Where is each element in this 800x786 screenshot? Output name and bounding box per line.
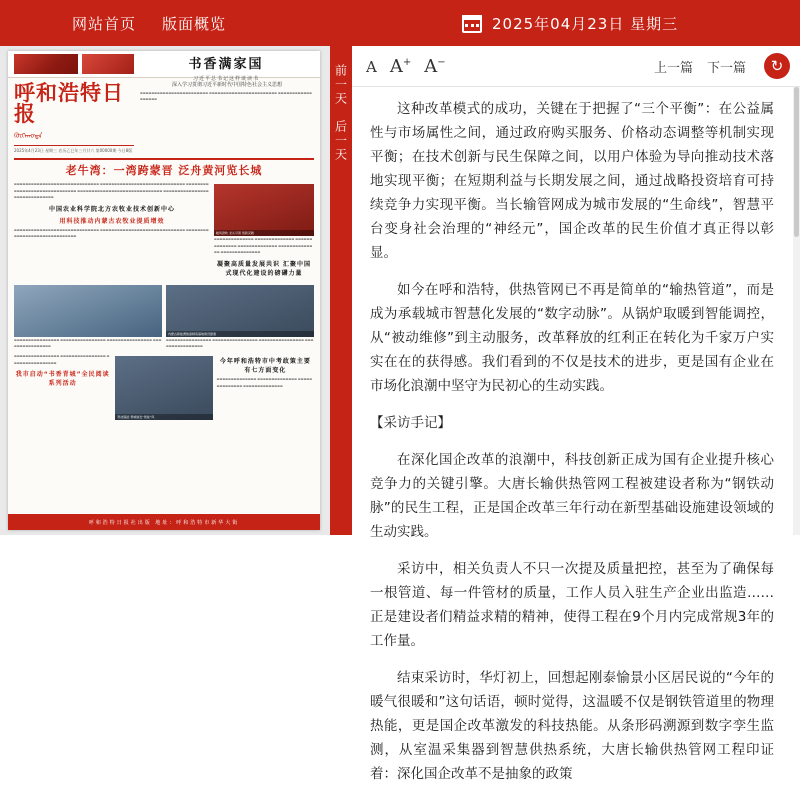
lead-headline[interactable]: 老牛湾：一湾跨蒙晋 泛舟黄河览长城 — [65, 164, 263, 177]
article-paragraph: 结束采访时，华灯初上，回想起刚泰愉景小区居民说的“今年的暖气很暖和”这句话语，顿时觉得，这温暖不仅是钢铁管道里的物理热能，更是国企改革激发的科技热能。从条形码溯源到数字孪生监测，从室温采集器到智慧供热系统，大唐长输供热管网工程印证着：深化国企改革不是抽象的政策 — [370, 670, 774, 783]
masthead-rule — [14, 145, 134, 146]
strip-thumb-right — [82, 54, 134, 74]
article-nav — [654, 46, 746, 86]
col-mid-2-text: ▬▬▬▬▬▬▬▬▬▬▬▬▬▬▬▬ ▬▬▬▬▬▬▬▬▬▬▬▬▬▬▬▬ ▬▬▬▬▬▬▬▬▬▬▬▬▬▬▬▬ ▬▬▬▬▬▬▬▬▬▬▬▬▬▬▬▬ — [166, 337, 314, 349]
article-pane — [352, 46, 800, 783]
article-scrollbar[interactable] — [793, 87, 800, 535]
paper-header-note-wrap — [134, 82, 314, 103]
paper-columns-bottom — [14, 353, 314, 420]
article-scroll-thumb[interactable] — [794, 87, 799, 237]
top-bar — [0, 0, 800, 46]
paper-columns-mid — [14, 282, 314, 350]
paper-footer-text: 呼和浩特日报社出版 地址：呼和浩特市新华大街 — [88, 519, 240, 526]
col-main-subhead[interactable]: 中国农业科学院北方农牧业技术创新中心 — [48, 205, 175, 213]
paper-photo-industry[interactable] — [166, 285, 314, 337]
paper-photo-side[interactable] — [214, 184, 314, 236]
article-paragraph: 在深化国企改革的浪潮中，科技创新正成为国有企业提升核心竞争力的关键引擎。大唐长输供热管网工程被建设者称为“钢铁动脉”的民生工程，正是国企改革三年行动在新型基础设施建设领域的生动实践。 — [370, 452, 774, 541]
paper-columns-top — [14, 181, 314, 279]
paper-header-note: 深入学习贯彻习近平新时代中国特色社会主义思想 — [171, 82, 282, 88]
calendar-icon[interactable] — [462, 13, 482, 33]
next-day-tab[interactable]: 后一天 — [333, 120, 348, 162]
paper-top-strip — [8, 51, 320, 82]
strip-thumb-left — [14, 54, 78, 74]
paper-col-bottom-2 — [115, 353, 212, 420]
main-area — [0, 46, 800, 783]
col-main-text-2: ▬▬▬▬▬▬▬▬▬▬▬▬▬▬▬▬▬▬▬▬▬▬▬▬▬▬▬▬▬▬ ▬▬▬▬▬▬▬▬▬▬▬▬▬▬▬▬▬▬▬▬▬▬▬▬▬▬▬▬▬▬ ▬▬▬▬▬▬▬▬▬▬▬▬▬▬▬▬▬▬▬▬▬▬▬▬▬▬▬▬▬▬ — [14, 227, 209, 239]
article-body — [352, 87, 800, 783]
masthead-title: 呼和浩特日报 — [14, 80, 124, 126]
paper-col-bottom-1 — [14, 353, 111, 420]
col-main-headline[interactable]: 用科技推动内蒙古农牧业提质增效 — [59, 217, 165, 225]
font-size-normal[interactable]: A — [366, 57, 377, 76]
current-date-label: 2025年04月23日 星期三 — [492, 14, 679, 33]
strip-title: 书香满家国 — [188, 57, 264, 72]
prev-article-button[interactable]: 上一篇 — [653, 60, 693, 76]
top-nav — [72, 13, 226, 34]
nav-home[interactable]: 网站首页 — [72, 14, 137, 33]
paper-col-mid-2 — [166, 282, 314, 350]
col-bottom-3-text: ▬▬▬▬▬▬▬▬▬▬▬▬▬▬ ▬▬▬▬▬▬▬▬▬▬▬▬▬▬ ▬▬▬▬▬▬▬▬▬▬▬▬▬▬ ▬▬▬▬▬▬▬▬▬▬▬▬▬▬ — [216, 376, 313, 388]
masthead-mongolian: ᠬᠥᠬᠡᠬᠣᠲᠠ — [14, 132, 43, 140]
article-paragraph: 这种改革模式的成功，关键在于把握了“三个平衡”：在公益属性与市场属性之间，通过政府购买服务、价格动态调整等机制实现平衡；在技术创新与民生保障之间，以用户体验为导向推动技术落地实现平衡；在短期利益与长期发展之间，通过战略投资培育可持续竞争力实现平衡。当长输管网成为城市发展的“生命线”，智慧平台变身社会治理的“神经元”，国企改革的民生价值才真正得以彰显。 — [370, 101, 774, 262]
strip-title-zone — [138, 53, 314, 82]
scroll-top-button[interactable]: ↻ — [764, 53, 790, 79]
paper-header — [8, 78, 320, 156]
paper-header-filler: ▬▬▬▬▬▬▬▬▬▬▬▬▬▬▬▬▬▬▬▬▬▬▬▬ ▬▬▬▬▬▬▬▬▬▬▬▬▬▬▬▬▬▬▬▬▬▬▬▬ ▬▬▬▬▬▬▬▬▬▬▬▬▬▬▬▬▬▬ — [140, 90, 312, 102]
article-toolbar — [352, 46, 800, 87]
font-size-increase[interactable]: A+ — [389, 55, 412, 77]
paper-red-rule — [14, 158, 314, 160]
col-mid-1-text: ▬▬▬▬▬▬▬▬▬▬▬▬▬▬▬▬ ▬▬▬▬▬▬▬▬▬▬▬▬▬▬▬▬ ▬▬▬▬▬▬▬▬▬▬▬▬▬▬▬▬ ▬▬▬▬▬▬▬▬▬▬▬▬▬▬▬▬ — [14, 337, 162, 349]
prev-day-tab[interactable]: 前一天 — [333, 64, 348, 106]
article-section-heading: 【采访手记】 — [370, 415, 451, 432]
newspaper-page[interactable] — [8, 51, 320, 530]
paper-photo-lab[interactable] — [14, 285, 162, 337]
article-paragraph: 如今在呼和浩特，供热管网已不再是简单的“输热管道”，而是成为承载城市智慧化发展的“数字动脉”。从锅炉取暖到智能调控，从“被动维修”到主动服务，改革释放的红利正在转化为千家万户实实在在的获得感。我们看到的不仅是技术的进步，更是国有企业在市场化浪潮中坚守为民初心的生动实践。 — [370, 282, 774, 395]
day-nav-strip — [330, 46, 352, 535]
font-size-decrease[interactable]: A− — [424, 55, 446, 77]
col-side-headline[interactable]: 凝聚高质量发展共识 汇聚中国式现代化建设的磅礴力量 — [216, 260, 312, 277]
paper-photo-industry-caption: 内蒙古新能源装备制造基地建设提速 — [166, 331, 314, 337]
col-side-text: ▬▬▬▬▬▬▬▬▬▬▬▬▬▬ ▬▬▬▬▬▬▬▬▬▬▬▬▬▬ ▬▬▬▬▬▬▬▬▬▬▬▬▬▬ ▬▬▬▬▬▬▬▬▬▬▬▬▬▬ ▬▬▬▬▬▬▬▬▬▬▬▬▬▬ ▬▬▬▬▬▬▬▬▬▬▬▬▬▬ — [214, 237, 313, 255]
col-main-text: ▬▬▬▬▬▬▬▬▬▬▬▬▬▬▬▬▬▬▬▬▬▬▬▬▬▬▬▬▬▬ ▬▬▬▬▬▬▬▬▬▬▬▬▬▬▬▬▬▬▬▬▬▬▬▬▬▬▬▬▬▬ ▬▬▬▬▬▬▬▬▬▬▬▬▬▬▬▬▬▬▬▬▬▬▬▬▬▬▬▬▬▬ ▬▬▬▬▬▬▬▬▬▬▬▬▬▬▬▬▬▬▬▬▬▬▬▬▬▬▬▬▬▬ ▬▬▬▬▬▬▬▬▬▬▬▬▬▬▬▬▬▬▬▬▬▬▬▬▬▬▬▬▬▬ — [14, 182, 209, 200]
paper-lead[interactable] — [14, 162, 314, 178]
paper-col-main — [14, 181, 210, 279]
col-bottom-red-note[interactable]: 我市启动“书香青城”全民阅读系列活动 — [15, 371, 110, 388]
newspaper-preview-pane[interactable] — [0, 46, 330, 535]
paper-col-side — [214, 181, 314, 279]
paper-photo-tech[interactable] — [115, 356, 212, 420]
masthead-meta: 2025年4月23日 星期三 农历乙巳年三月廿六 第00000期 今日8版 — [14, 148, 133, 153]
font-size-controls — [366, 56, 446, 77]
paper-photo-tech-caption: 科技赋能 青城焕发“智能”风 — [115, 414, 212, 420]
paper-col-bottom-3 — [217, 353, 314, 420]
col-bottom-1-text: ▬▬▬▬▬▬▬▬▬▬▬▬▬▬▬▬ ▬▬▬▬▬▬▬▬▬▬▬▬▬▬▬▬ ▬▬▬▬▬▬▬▬▬▬▬▬▬▬▬▬ — [14, 353, 110, 365]
paper-masthead — [14, 82, 134, 154]
date-display[interactable] — [462, 0, 678, 46]
nav-layout-overview[interactable]: 版面概览 — [162, 14, 227, 33]
article-paragraph: 采访中，相关负责人不只一次提及质量把控，甚至为了确保每一根管道、每一件管材的质量，工作人员入驻生产企业出监造……正是建设者们精益求精的精神，使得工程在9个月内完成常规3年的工作量。 — [370, 561, 774, 650]
paper-footer — [8, 514, 320, 530]
strip-subtitle: 习近平总书记这样谈读书 — [192, 76, 259, 82]
next-article-button[interactable]: 下一篇 — [706, 60, 746, 76]
col-bottom-headline[interactable]: 今年呼和浩特市中考政策主要有七方面变化 — [219, 357, 311, 374]
paper-photo-side-caption: 暖风劲吹 龙头引领 创新突破 — [214, 230, 314, 236]
paper-col-mid-1 — [14, 282, 162, 350]
